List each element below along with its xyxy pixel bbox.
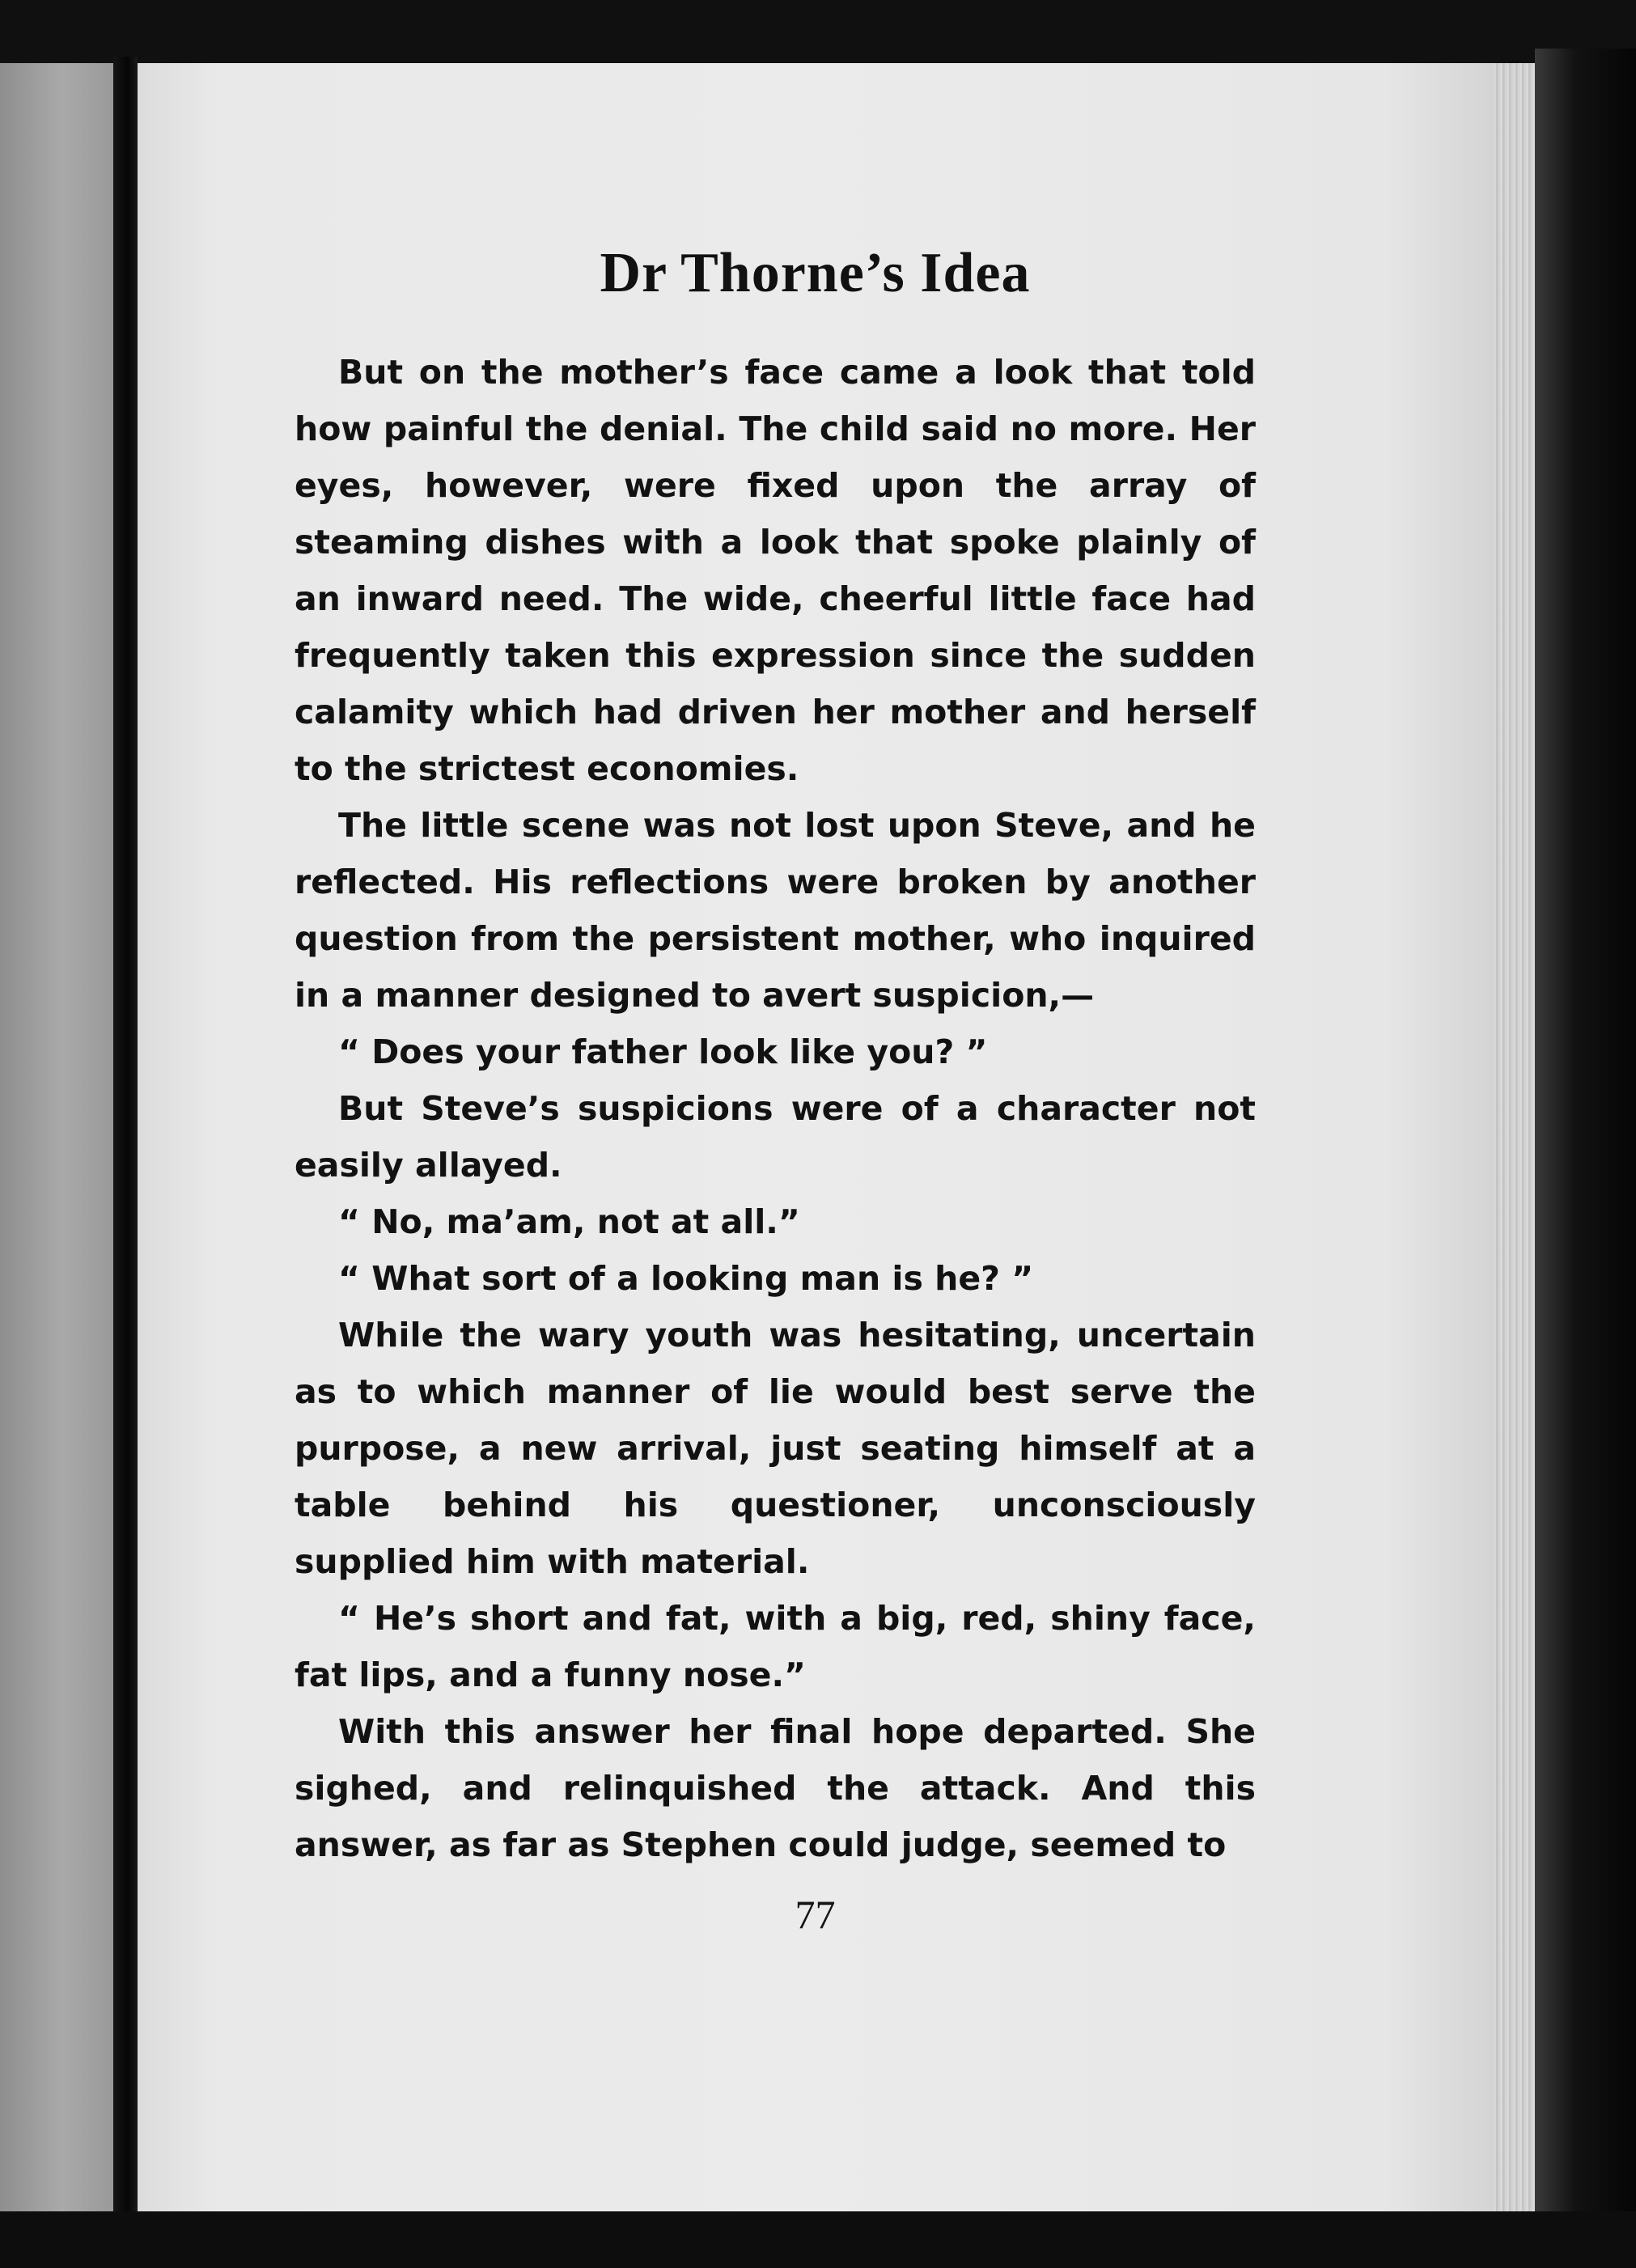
paragraph: “ He’s short and fat, with a big, red, shiny face, fat lips, and a funny nose.” (295, 1599, 1256, 1694)
paragraph: While the wary youth was hesitating, uncertain as to which manner of lie would best serve the purpose, a new arrival, just seating himself at a table behind his questioner, unconsciously supplied him with material. (295, 1316, 1256, 1581)
page-body (295, 344, 1256, 1873)
running-head: Dr Thorne’s Idea (600, 242, 1031, 304)
scan-right-border (1535, 49, 1636, 2268)
paragraph: With this answer her final hope departed. She sighed, and relinquished the attack. And this answer, as far as Stephen could judge, seemed to (295, 1712, 1256, 1864)
paragraph: “ No, ma’am, not at all.” (338, 1202, 800, 1241)
paragraph: But on the mother’s face came a look that told how painful the denial. The child said no more. Her eyes, however, were fixed upon the array of steaming dishes with a look that spoke plainly of an inward need. The wide, cheerful little face had frequently taken this expression since the sudden calamity which had driven her mother and herself to the strictest economies. (295, 353, 1256, 788)
scan-bottom-border (0, 2211, 1636, 2268)
paragraph: The little scene was not lost upon Steve, and he reflected. His reflections were broken by another question from the persistent mother, who inquired in a manner designed to avert suspicion,— (295, 806, 1256, 1015)
paragraph: “ What sort of a looking man is he? ” (338, 1259, 1034, 1298)
page-stack-edges (1493, 63, 1535, 2211)
book-binding-gutter (113, 57, 138, 2233)
scan-top-border (0, 0, 1636, 63)
page-number: 77 (795, 1892, 836, 1937)
paragraph: “ Does your father look like you? ” (338, 1032, 988, 1071)
previous-page-edge (0, 63, 113, 2215)
paragraph: But Steve’s suspicions were of a character not easily allayed. (295, 1089, 1256, 1185)
